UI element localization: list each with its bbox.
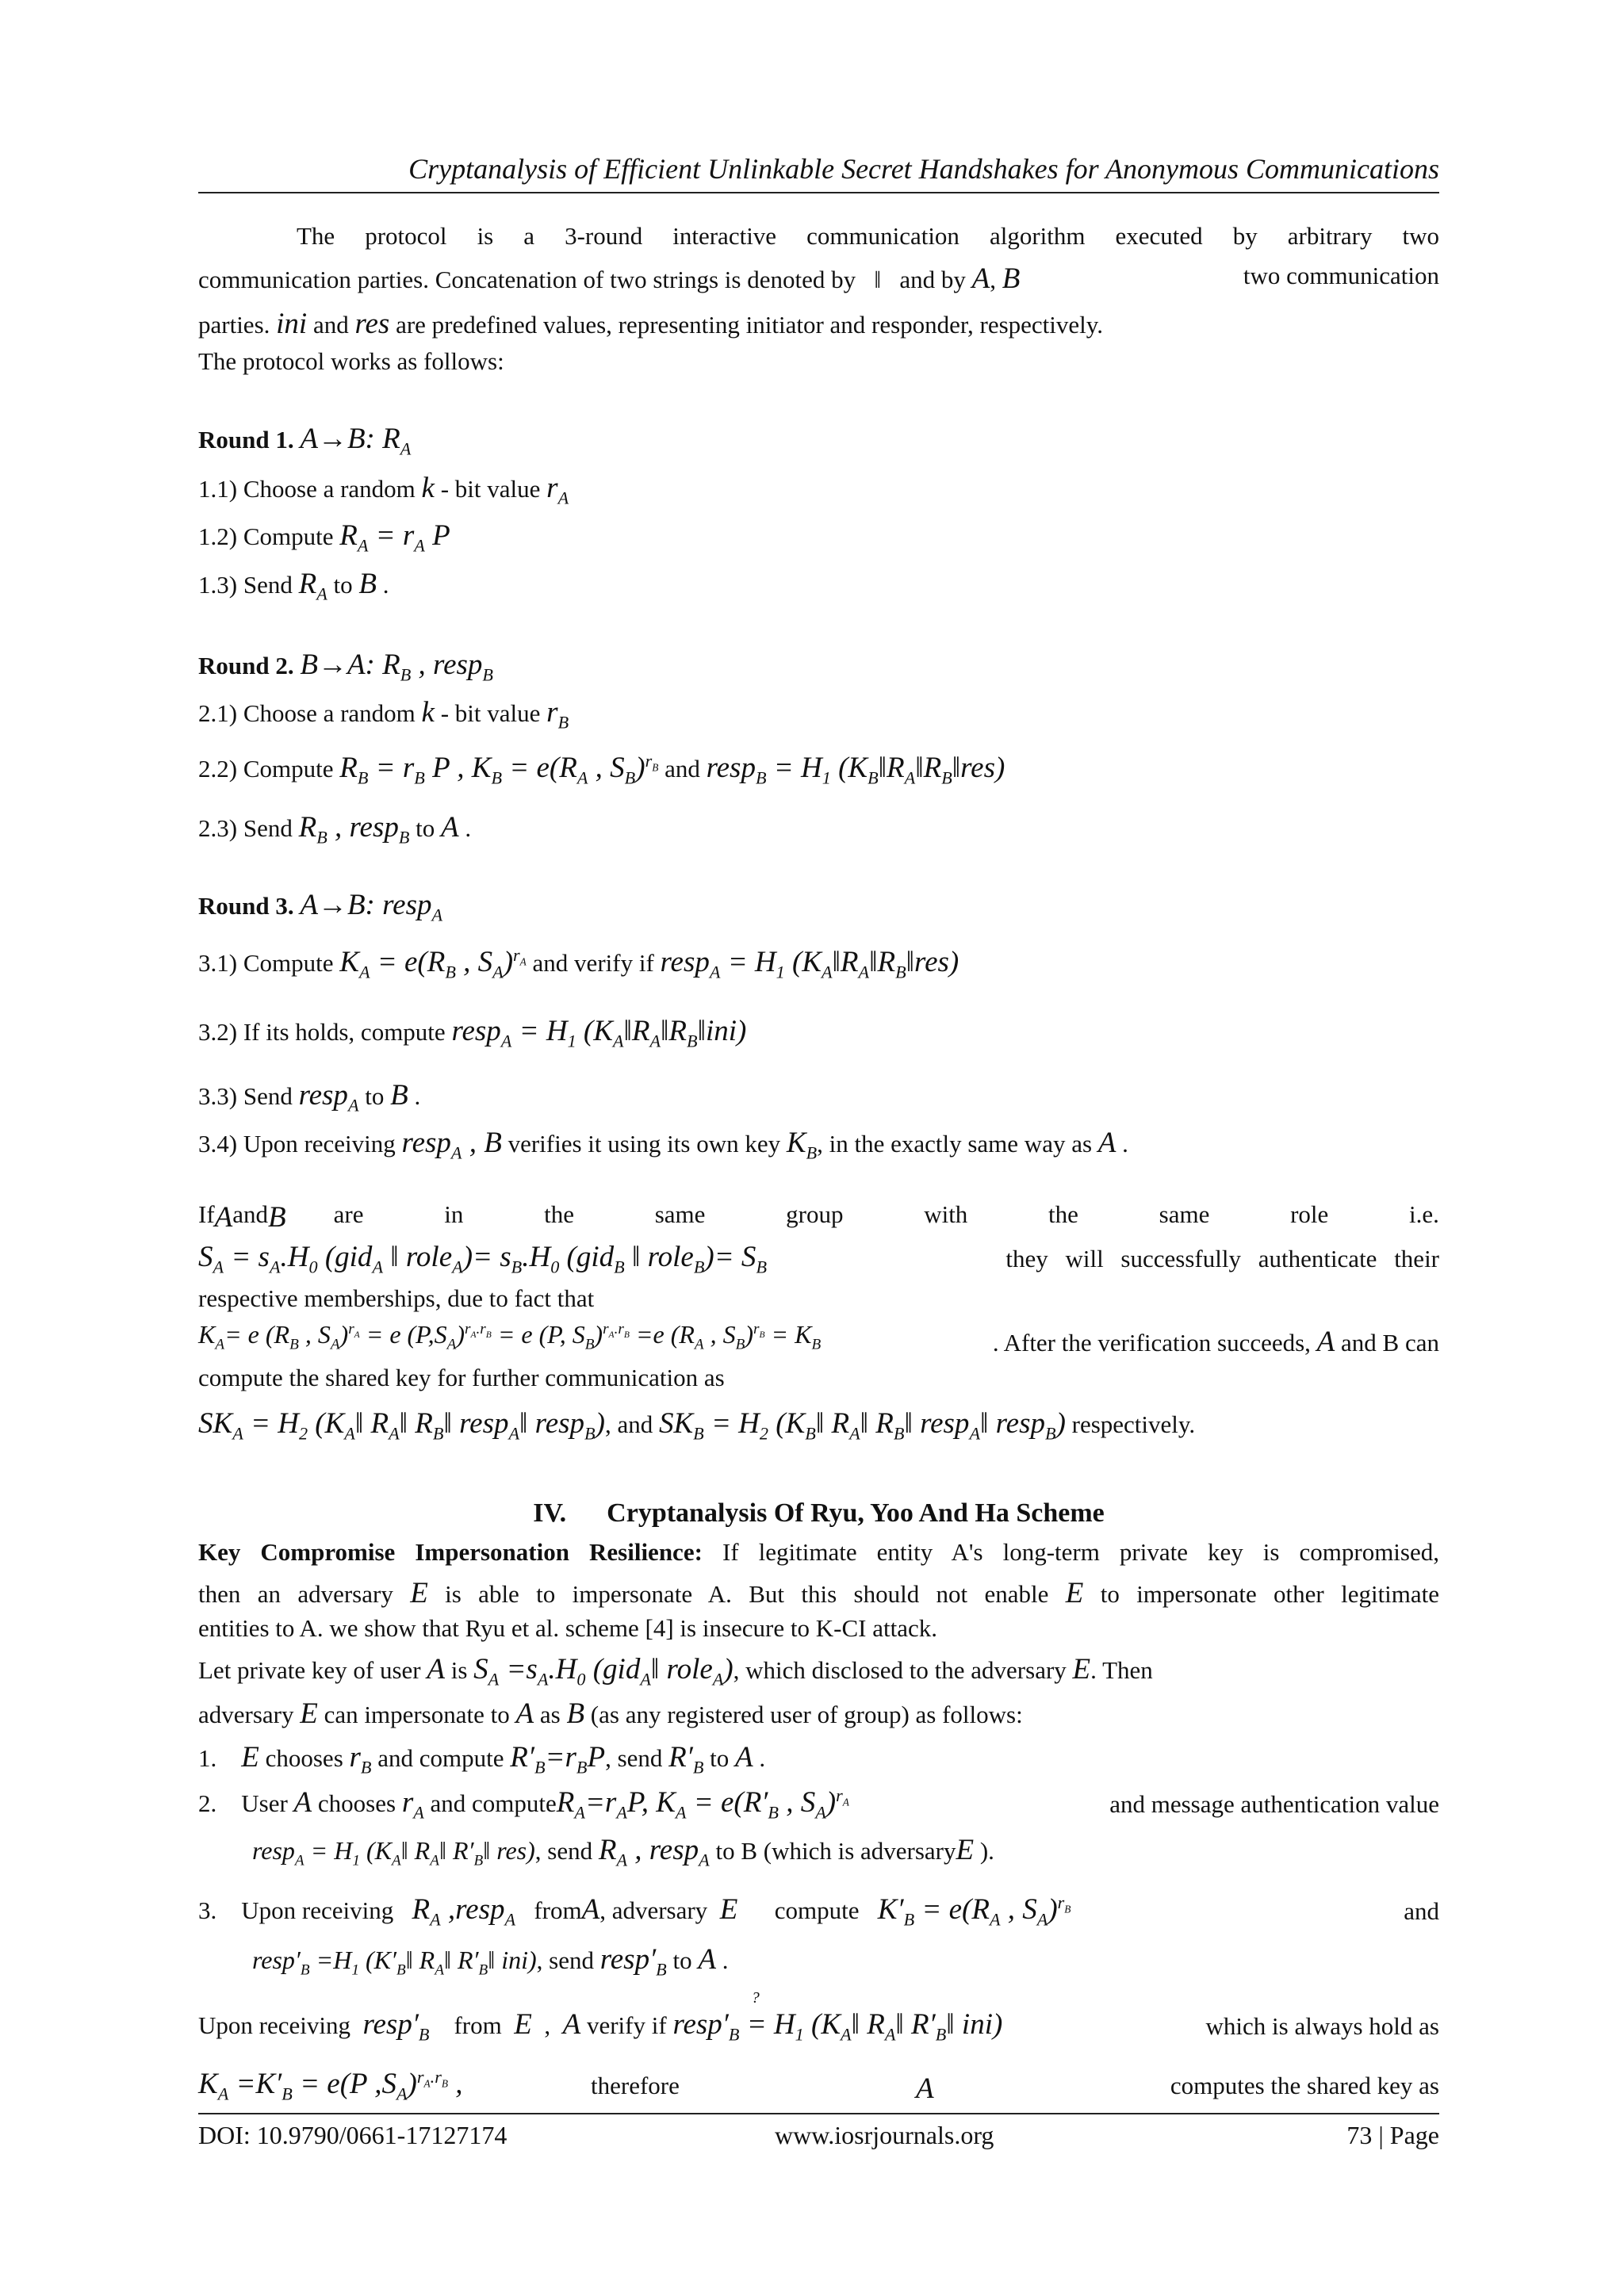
kci-upon-line-1: Upon receiving $resp'_B$ from E , A verify if $resp'_B$ ? = $H_1$ ($K_A‖$ $R_A‖$ $R'_B‖$ ini) which is always hold as (198, 1989, 1439, 2045)
section-heading: IV. Cryptanalysis Of Ryu, Yoo And Ha Scheme (533, 1498, 1105, 1528)
kci-upon-line-2: $K_A =K'_B = e(P$ $,S_A)^{r_A.r_B}$ , therefore A computes the shared key as (198, 2066, 1439, 2105)
intro-line-3: parties. ini and res are predefined values, representing initiator and responder, respectively. (198, 308, 1104, 340)
round-3-step-4: 3.4) Upon receiving resp$_A$ , B verifies it using its own key $K_B$, in the exactly same way as A . (198, 1127, 1128, 1163)
footer-doi: DOI: 10.9790/0661-17127174 (198, 2121, 508, 2149)
round-1-step-2: 1.2) Compute $R_A = r_A$ P (198, 519, 450, 556)
round-3-step-1: 3.1) Compute $K_A = e(R_B$ , $S_A)^{r_A}$ and verify if resp$_A$ = $H_1$ $(K_A‖R_A‖R_B‖res)$ (198, 944, 959, 982)
round-2-step-3: 2.3) Send $R_B$ , resp$_B$ to A . (198, 811, 472, 848)
footer-page: 73 | Page (1346, 2121, 1439, 2149)
kci-line-2: then an adversary E is able to impersonate A. But this should not enable E to impersonate other legitimate (198, 1577, 1440, 1609)
round-1-heading: Round 1. A→B: $R_A$ (198, 423, 412, 459)
group-line-6: $SK_A = H_2$ ($K_A‖$ $R_A‖$ $R_B‖$ resp$_A$‖ resp$_B$), and $SK_B = H_2$ ($K_B‖$ $R_A‖$ $R_B‖$ resp$_A$‖ resp$_B$) respectively. (198, 1407, 1196, 1444)
running-title: Cryptanalysis of Efficient Unlinkable Secret Handshakes for Anonymous Communications (198, 152, 1439, 193)
group-line-1: If A and B are in the same group with the same role i.e. (198, 1200, 1439, 1234)
round-1-step-1: 1.1) Choose a random k - bit value $r_A$ (198, 472, 569, 508)
kci-line-4: Let private key of user A is $S_A =s_A.H_0$ (gid$_A$‖ role$_A$), which disclosed to the adversary E. Then (198, 1653, 1153, 1689)
kci-step-2: 2. User A chooses $r_A$ and $computeR_A=r_AP$, $K_A = e(R'_B$ , $S_A)^{r_A}$ and message authentication value (198, 1785, 1439, 1823)
round-3-step-2: 3.2) If its holds, compute resp$_A$ = $H_1$ $(K_A‖R_A‖R_B‖ini)$ (198, 1015, 747, 1051)
group-line-2: $S_A = s_A.H_0$ (gid$_A$ ‖ role$_A$)= $s_B.H_0$ (gid$_B$ ‖ role$_B$)= $S_B$ they will successfully authenticate their (198, 1241, 1439, 1277)
round-2-step-1: 2.1) Choose a random k - bit value $r_B$ (198, 696, 569, 733)
round-2-step-2: 2.2) Compute $R_B = r_B$ P , $K_B = e(R_A$ , $S_B)^{r_B}$ and resp$_B$ = $H_1$ $(K_B‖R_A‖R_B‖res)$ (198, 750, 1005, 788)
intro-line-1: The protocol is a 3-round interactive communication algorithm executed by arbitrary two (297, 222, 1439, 250)
kci-line-1: Key Compromise Impersonation Resilience: If legitimate entity A's long-term private key is compromised, (198, 1538, 1439, 1566)
kci-step-2-cont: resp$_A$ = $H_1$ ($K_A‖$ $R_A‖$ $R'_B‖$ res), send $R_A$ , resp$_A$ to B (which is adversaryE ). (252, 1834, 994, 1870)
group-line-4: $K_A= e$ ($R_B$ , $S_A)^{r_A} = e$ $(P,S_A)^{r_A.r_B} = e$ (P, $S_B)^{r_A.r_B} =e$ ($R_A$ , $S_B)^{r_B} = K_B$ . After the verification succeeds, A and B can (198, 1320, 1439, 1358)
group-line-3: respective memberships, due to fact that (198, 1284, 595, 1312)
round-1-step-3: 1.3) Send $R_A$ to B . (198, 568, 389, 604)
kci-line-3: entities to A. we show that Ryu et al. scheme [4] is insecure to K-CI attack. (198, 1614, 937, 1642)
round-2-heading: Round 2. B→A: $R_B$ , resp$_B$ (198, 649, 493, 685)
kci-line-5: adversary E can impersonate to A as B (as any registered user of group) as follows: (198, 1697, 1023, 1730)
footer-site: www.iosrjournals.org (775, 2121, 994, 2149)
intro-line-4: The protocol works as follows: (198, 347, 504, 375)
intro-line-2: communication parties. Concatenation of two strings is denoted by ‖ and by A, B two communication (198, 262, 1439, 295)
kci-step-3: 3. Upon receiving $R_A$ ,resp$_A$ fromA, adversary E compute $K'_B = e(R_A$ , $S_A)^{r_B}$ and (198, 1892, 1439, 1930)
group-line-5: compute the shared key for further communication as (198, 1364, 725, 1391)
round-3-step-3: 3.3) Send resp$_A$ to B . (198, 1079, 421, 1115)
page-footer (198, 2113, 1439, 2159)
kci-step-1: 1. E chooses $r_B$ and compute $R'_B=r_BP$, send $R'_B$ to A . (198, 1741, 766, 1777)
round-3-heading: Round 3. A→B: resp$_A$ (198, 889, 443, 925)
kci-step-3-cont: $resp'_B =H_1$ ($K'_B‖$ $R_A‖$ $R'_B‖$ ini), send $resp'_B$ to A . (252, 1943, 729, 1980)
